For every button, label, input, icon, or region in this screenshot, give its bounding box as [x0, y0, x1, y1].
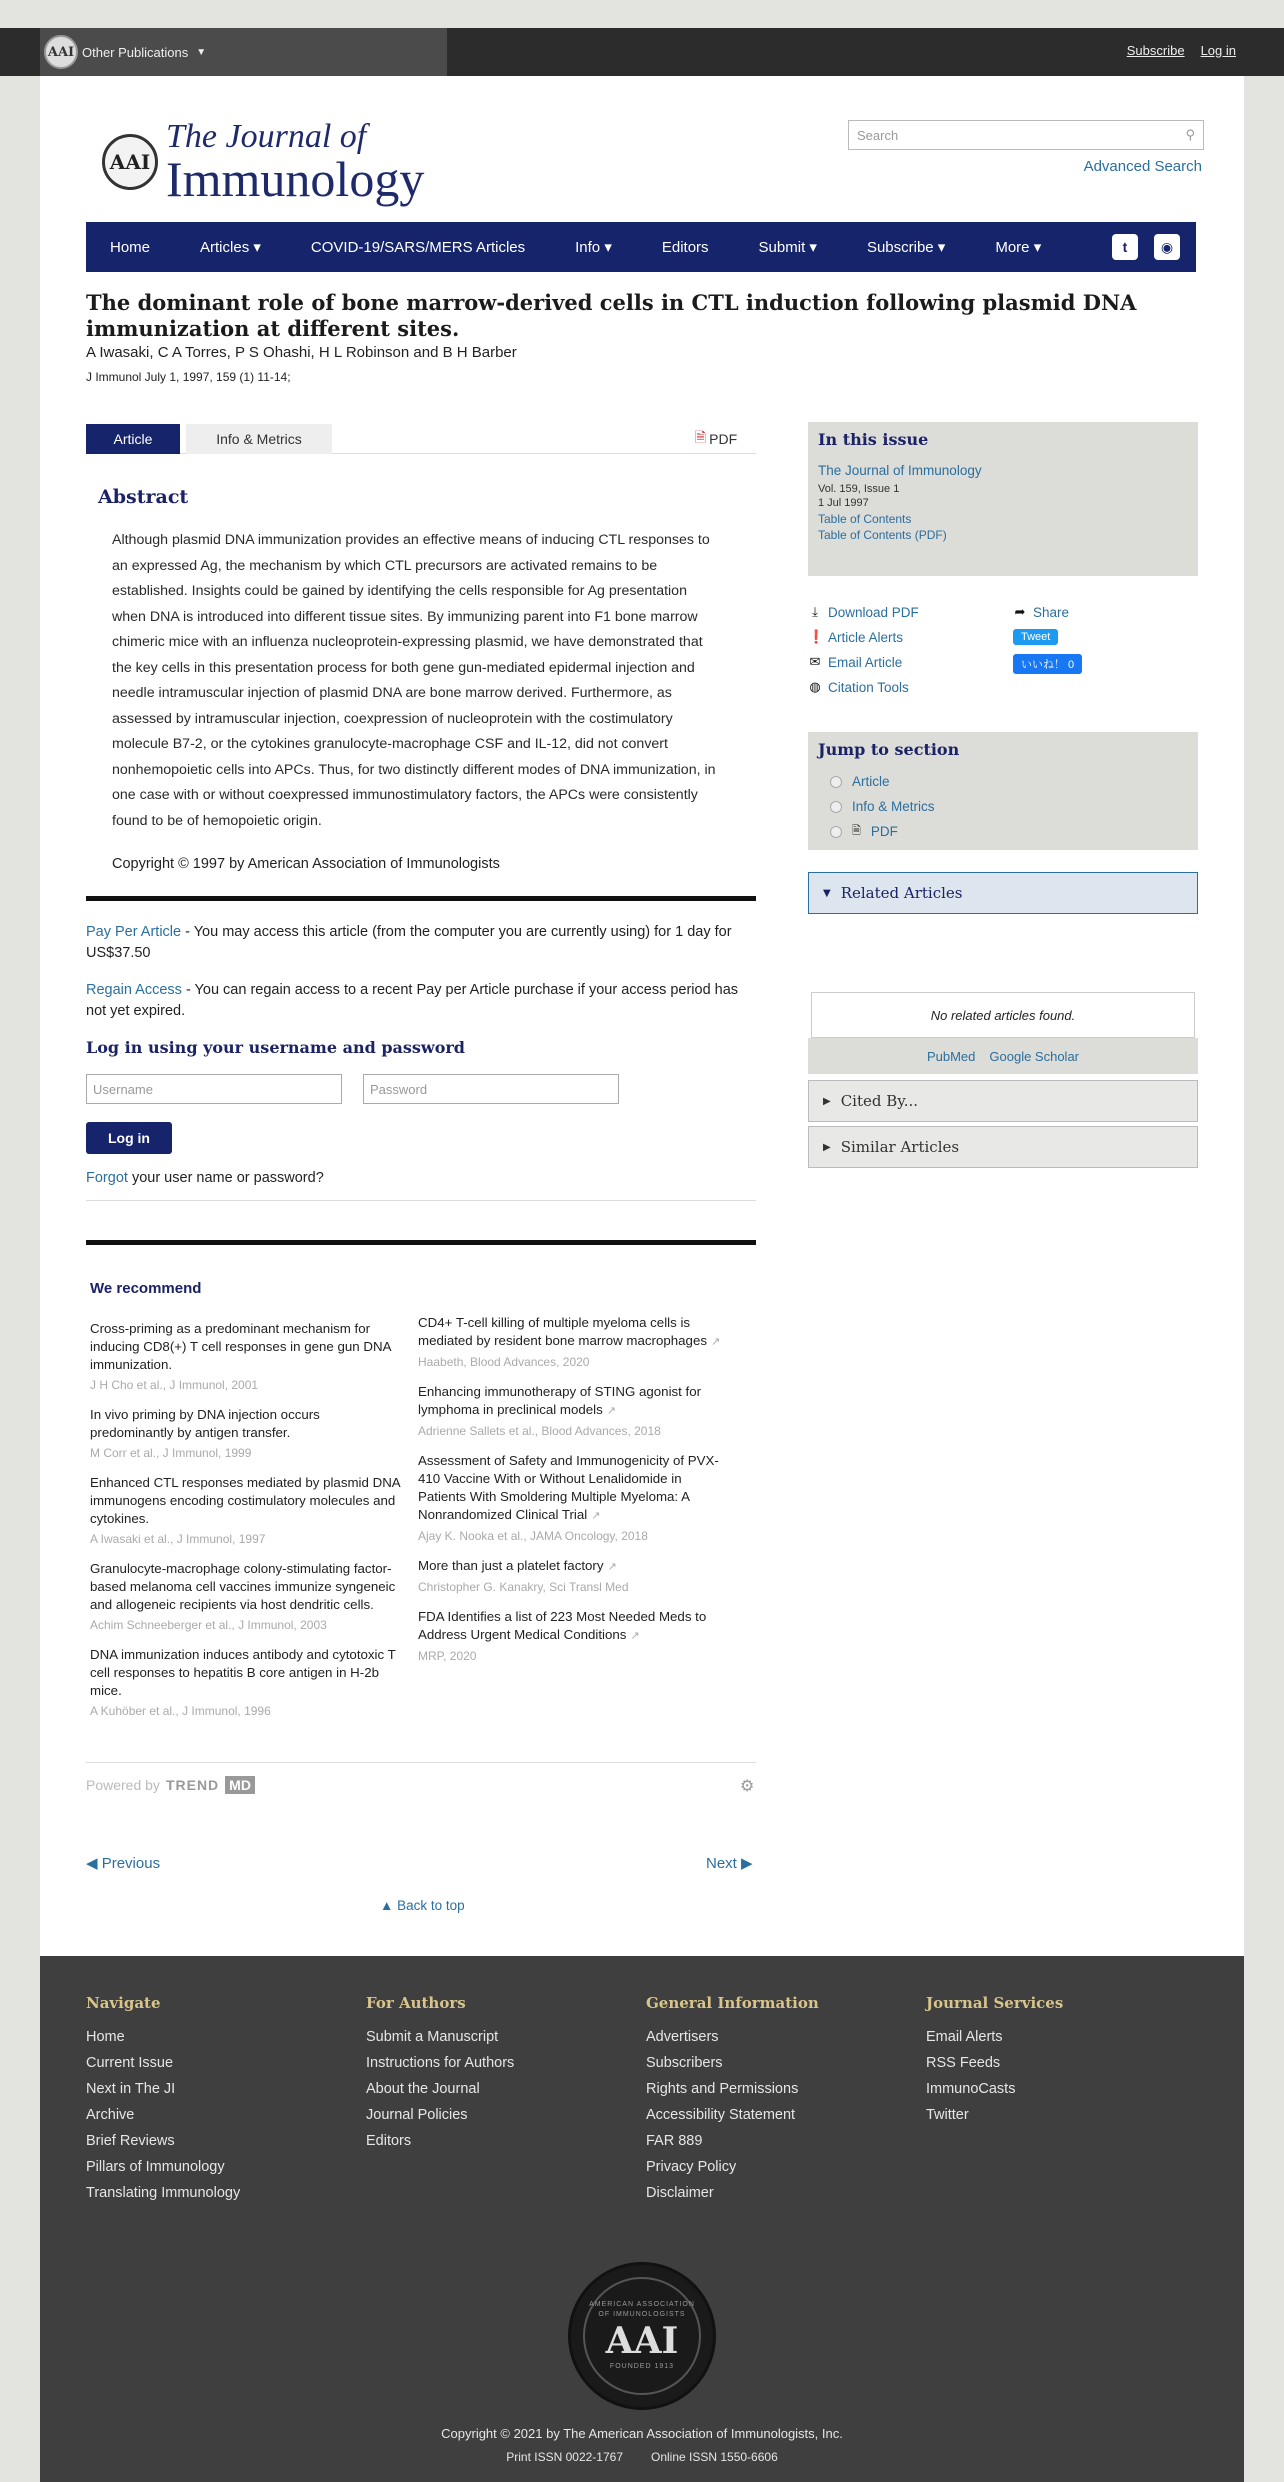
- article-tabs: [86, 424, 756, 454]
- footer-link[interactable]: Translating Immunology: [86, 2185, 241, 2201]
- footer-link[interactable]: Privacy Policy: [646, 2159, 737, 2175]
- jump-item-pdf[interactable]: 🗎 PDF: [830, 819, 1188, 844]
- main-nav: [86, 222, 1196, 272]
- journal-link[interactable]: The Journal of Immunology: [818, 463, 982, 478]
- recommend-item[interactable]: DNA immunization induces antibody and cytotoxic T cell responses to hepatitis B core antigen in H-2b mice. A Kuhöber et al., J Immunol, 1996: [90, 1647, 396, 1718]
- divider: [86, 896, 756, 901]
- aai-logo-icon: AAI: [44, 35, 78, 69]
- footer-link[interactable]: Current Issue: [86, 2055, 174, 2071]
- nav-more[interactable]: More ▾: [995, 239, 1042, 256]
- pay-per-article-link[interactable]: Pay Per Article: [86, 924, 182, 940]
- external-link-icon: ↗: [711, 1336, 721, 1348]
- footer-col-general: General Information Advertisers Subscribers Rights and Permissions Accessibility Statement FAR 889 Privacy Policy Disclaimer: [646, 1994, 819, 2206]
- share-link[interactable]: ➦ Share: [1014, 604, 1070, 620]
- journal-logo[interactable]: [102, 118, 425, 207]
- pay-per-article: Pay Per Article - You may access this article (from the computer you are currently using) for 1 day for US$37.50: [86, 924, 732, 961]
- top-bar: [0, 28, 1284, 76]
- jump-to-section: [808, 732, 1198, 850]
- search-placeholder: Search: [857, 127, 899, 143]
- divider: [86, 1240, 756, 1245]
- recommend-item[interactable]: More than just a platelet factory ↗ Christopher G. Kanakry, Sci Transl Med: [418, 1558, 629, 1594]
- other-publications-menu[interactable]: [40, 28, 447, 76]
- related-articles-links: [808, 1038, 1198, 1074]
- subscribe-link[interactable]: Subscribe: [1126, 43, 1185, 58]
- facebook-like-button[interactable]: いいね！ 0: [1013, 654, 1082, 674]
- pubmed-link[interactable]: PubMed: [926, 1048, 976, 1064]
- similar-articles-toggle[interactable]: ▶ Similar Articles: [808, 1126, 1198, 1168]
- footer-link[interactable]: Archive: [86, 2107, 135, 2123]
- issue-date: 1 Jul 1997: [818, 497, 869, 509]
- password-input[interactable]: Password: [363, 1074, 619, 1104]
- article-copyright: Copyright © 1997 by American Association of Immunologists: [112, 856, 500, 872]
- radio-icon: [830, 826, 842, 838]
- caret-right-icon: ▶: [823, 1095, 831, 1107]
- nav-info[interactable]: Info ▾: [575, 239, 612, 256]
- logo-of: of: [339, 118, 367, 155]
- radio-icon: [830, 776, 842, 788]
- nav-subscribe[interactable]: Subscribe ▾: [866, 239, 946, 256]
- share-icon: ➦: [1014, 604, 1026, 619]
- footer-col-services: Journal Services Email Alerts RSS Feeds ImmunoCasts Twitter: [926, 1994, 1063, 2128]
- nav-covid[interactable]: COVID-19/SARS/MERS Articles: [310, 238, 526, 256]
- tab-pdf[interactable]: 🗎 PDF: [686, 424, 746, 454]
- rss-icon[interactable]: ◉: [1154, 234, 1180, 260]
- other-publications-label: Other Publications: [82, 44, 189, 60]
- in-this-issue-heading: In this issue: [818, 430, 929, 449]
- arrow-left-icon: ◀: [86, 1855, 98, 1872]
- footer-link[interactable]: About the Journal: [366, 2081, 480, 2097]
- recommend-item[interactable]: Granulocyte-macrophage colony-stimulating factor-based melanoma cell vaccines immunize syngeneic and allogeneic recipients via host dendritic cells. Achim Schneeberger et al., J Immunol, 2003: [90, 1561, 396, 1632]
- footer-link[interactable]: Pillars of Immunology: [86, 2159, 225, 2175]
- chevron-up-icon: ▲: [380, 1898, 394, 1913]
- toc-link[interactable]: Table of Contents: [818, 512, 912, 526]
- nav-home[interactable]: Home: [110, 238, 151, 256]
- tab-article[interactable]: Article: [86, 424, 180, 454]
- footer-link[interactable]: Accessibility Statement: [646, 2107, 796, 2123]
- jump-item-info[interactable]: Info & Metrics: [830, 794, 1188, 819]
- globe-icon: ◍: [809, 679, 821, 694]
- article-tools: [808, 604, 1198, 704]
- footer-link[interactable]: Disclaimer: [646, 2185, 714, 2201]
- footer-link[interactable]: Editors: [366, 2133, 412, 2149]
- footer: [40, 1956, 1244, 2482]
- jump-item-article[interactable]: Article: [830, 769, 1188, 794]
- related-articles-empty: No related articles found.: [811, 992, 1195, 1038]
- google-scholar-link[interactable]: Google Scholar: [989, 1048, 1080, 1064]
- trendmd-branding[interactable]: Powered by TREND MD: [86, 1776, 255, 1794]
- footer-link[interactable]: Home: [86, 2029, 125, 2045]
- footer-link[interactable]: FAR 889: [646, 2133, 703, 2149]
- article-citation: J Immunol July 1, 1997, 159 (1) 11-14;: [86, 370, 291, 384]
- recommend-item[interactable]: Enhanced CTL responses mediated by plasmid DNA immunogens encoding costimulatory molecules and cytokines. A Iwasaki et al., J Immunol, 1997: [90, 1475, 400, 1546]
- jump-heading: Jump to section: [818, 740, 960, 759]
- tweet-button[interactable]: Tweet: [1013, 629, 1058, 645]
- footer-link[interactable]: Instructions for Authors: [366, 2055, 515, 2071]
- download-icon: ⤓: [812, 604, 818, 619]
- forgot-link[interactable]: Forgot: [86, 1170, 128, 1186]
- recommend-heading: We recommend: [90, 1280, 202, 1297]
- login-button[interactable]: Log in: [86, 1122, 172, 1154]
- logo-the: The: [166, 118, 217, 155]
- recommend-item[interactable]: In vivo priming by DNA injection occurs predominantly by antigen transfer. M Corr et al., J Immunol, 1999: [90, 1407, 320, 1460]
- search-input[interactable]: [848, 120, 1204, 150]
- divider: [86, 1200, 756, 1201]
- search-icon[interactable]: ⚲: [1185, 127, 1195, 142]
- alert-icon: ❗: [808, 629, 825, 644]
- recommend-item[interactable]: CD4+ T-cell killing of multiple myeloma cells is mediated by resident bone marrow macrophages ↗ Haabeth, Blood Advances, 2020: [418, 1315, 721, 1369]
- tab-info-metrics[interactable]: Info & Metrics: [186, 424, 332, 454]
- login-link[interactable]: Log in: [1200, 43, 1236, 58]
- abstract-text: Although plasmid DNA immunization provides an effective means of inducing CTL responses to an expressed Ag, the mechanism by which CTL precursors are activated remains to be established. Insights could be gained by identifying the cells responsible for Ag presentation when DNA is introduced into different tissue sites. By immunizing parent into F1 bone marrow chimeric mice with an influenza nucleoprotein-expressing plasmid, we have demonstrated that the key cells in this presentation process for both gene gun-mediated epidermal injection and needle intramuscular injection of plasmid DNA are bone marrow derived. Furthermore, as assessed by intramuscular injection, coexpression of nucleoprotein with the costimulatory molecule B7-2, or the cytokines granulocyte-macrophage CSF and IL-12, did not convert nonhemopoietic cells into APCs. Thus, for two distinctly different modes of DNA immunization, in one case with or without coexpressed immunostimulatory factors, the APCs were consistently found to be of hemopoietic origin.: [112, 532, 716, 829]
- footer-copyright: Copyright © 2021 by The American Association of Immunologists, Inc.: [441, 2426, 843, 2441]
- regain-access-link[interactable]: Regain Access: [86, 982, 182, 998]
- footer-col-authors: For Authors Submit a Manuscript Instructions for Authors About the Journal Journal Policies Editors: [366, 1994, 514, 2154]
- recommend-item[interactable]: FDA Identifies a list of 223 Most Needed Meds to Address Urgent Medical Conditions ↗ MRP, 2020: [418, 1609, 707, 1663]
- footer-link[interactable]: Journal Policies: [366, 2107, 468, 2123]
- footer-link[interactable]: Rights and Permissions: [646, 2081, 799, 2097]
- toc-pdf-link[interactable]: Table of Contents (PDF): [818, 528, 947, 542]
- citation-tools-link[interactable]: ◍ Citation Tools: [809, 679, 909, 695]
- recommend-item[interactable]: Enhancing immunotherapy of STING agonist for lymphoma in preclinical models ↗ Adrienne Sallets et al., Blood Advances, 2018: [418, 1384, 702, 1438]
- article-authors: A Iwasaki, C A Torres, P S Ohashi, H L Robinson and B H Barber: [86, 344, 517, 361]
- logo-journal: Journal: [225, 118, 332, 155]
- logo-immunology: Immunology: [166, 151, 425, 207]
- advanced-search-link[interactable]: Advanced Search: [1083, 158, 1202, 175]
- footer-link[interactable]: Subscribers: [646, 2055, 723, 2071]
- login-heading: Log in using your username and password: [86, 1038, 465, 1057]
- external-link-icon: ↗: [606, 1405, 616, 1417]
- previous-link[interactable]: ◀ Previous: [86, 1855, 161, 1872]
- in-this-issue-box: [808, 422, 1198, 576]
- arrow-right-icon: ▶: [741, 1855, 753, 1872]
- related-articles-toggle[interactable]: ▼ Related Articles: [808, 872, 1198, 914]
- forgot-password: Forgot your user name or password?: [86, 1170, 324, 1186]
- footer-link[interactable]: RSS Feeds: [926, 2055, 1001, 2071]
- nav-submit[interactable]: Submit ▾: [758, 239, 817, 256]
- footer-issn: Print ISSN 0022-1767 Online ISSN 1550-6606: [506, 2450, 778, 2464]
- footer-link[interactable]: Twitter: [926, 2107, 969, 2123]
- external-link-icon: ↗: [591, 1510, 601, 1522]
- twitter-icon[interactable]: t: [1112, 234, 1138, 260]
- external-link-icon: ↗: [607, 1561, 617, 1573]
- recommend-left-list: [90, 1320, 400, 1732]
- footer-link[interactable]: Brief Reviews: [86, 2133, 175, 2149]
- gear-icon[interactable]: ⚙: [740, 1778, 755, 1795]
- nav-editors[interactable]: Editors: [661, 238, 709, 256]
- footer-link[interactable]: Email Alerts: [926, 2029, 1003, 2045]
- envelope-icon: ✉: [809, 654, 821, 669]
- download-pdf-link[interactable]: ⤓ Download PDF: [808, 604, 919, 620]
- pdf-file-icon: 🗎: [852, 825, 861, 837]
- article-title: The dominant role of bone marrow-derived cells in CTL induction following plasmid DNA immunization at different sites.: [86, 290, 1137, 342]
- username-input[interactable]: Username: [86, 1074, 342, 1104]
- main-content: [40, 76, 1244, 1956]
- regain-access: Regain Access - You can regain access to a recent Pay per Article purchase if your access period has not yet expired.: [86, 982, 739, 1019]
- back-to-top-link[interactable]: ▲ Back to top: [380, 1898, 465, 1913]
- footer-link[interactable]: Advertisers: [646, 2029, 719, 2045]
- external-link-icon: ↗: [630, 1630, 640, 1642]
- next-link[interactable]: Next ▶: [706, 1855, 753, 1872]
- footer-link[interactable]: Submit a Manuscript: [366, 2029, 499, 2045]
- abstract-heading: Abstract: [98, 486, 189, 508]
- radio-icon: [830, 801, 842, 813]
- recommend-item[interactable]: Cross-priming as a predominant mechanism for inducing CD8(+) T cell responses in gene gun DNA immunization. J H Cho et al., J Immunol, 2001: [90, 1321, 391, 1392]
- nav-articles[interactable]: Articles ▾: [200, 239, 261, 256]
- caret-down-icon: ▼: [823, 887, 831, 899]
- footer-link[interactable]: Next in The JI: [86, 2081, 176, 2097]
- article-alerts-link[interactable]: ❗ Article Alerts: [808, 629, 904, 645]
- pdf-file-icon: 🗎: [694, 429, 707, 445]
- footer-col-navigate: Navigate Home Current Issue Next in The JI Archive Brief Reviews Pillars of Immunology Translating Immunology: [86, 1994, 240, 2206]
- email-article-link[interactable]: ✉ Email Article: [809, 654, 903, 670]
- cited-by-toggle[interactable]: ▶ Cited By...: [808, 1080, 1198, 1122]
- recommend-item[interactable]: Assessment of Safety and Immunogenicity of PVX-410 Vaccine With or Without Lenalidomide in Patients With Smoldering Multiple Myeloma: A Nonrandomized Clinical Trial ↗ Ajay K. Nooka et al., JAMA Oncology, 2018: [418, 1453, 719, 1543]
- issue-volume: Vol. 159, Issue 1: [818, 483, 900, 495]
- aai-logo-icon: AAI: [102, 134, 158, 190]
- divider: [86, 1762, 756, 1763]
- footer-link[interactable]: ImmunoCasts: [926, 2081, 1016, 2097]
- caret-down-icon: ▼: [196, 46, 207, 58]
- recommend-right-list: [418, 1314, 728, 1677]
- aai-seal-logo: AMERICAN ASSOCIATION OF IMMUNOLOGISTS AAI FOUNDED 1913: [568, 2262, 716, 2410]
- caret-right-icon: ▶: [823, 1141, 831, 1153]
